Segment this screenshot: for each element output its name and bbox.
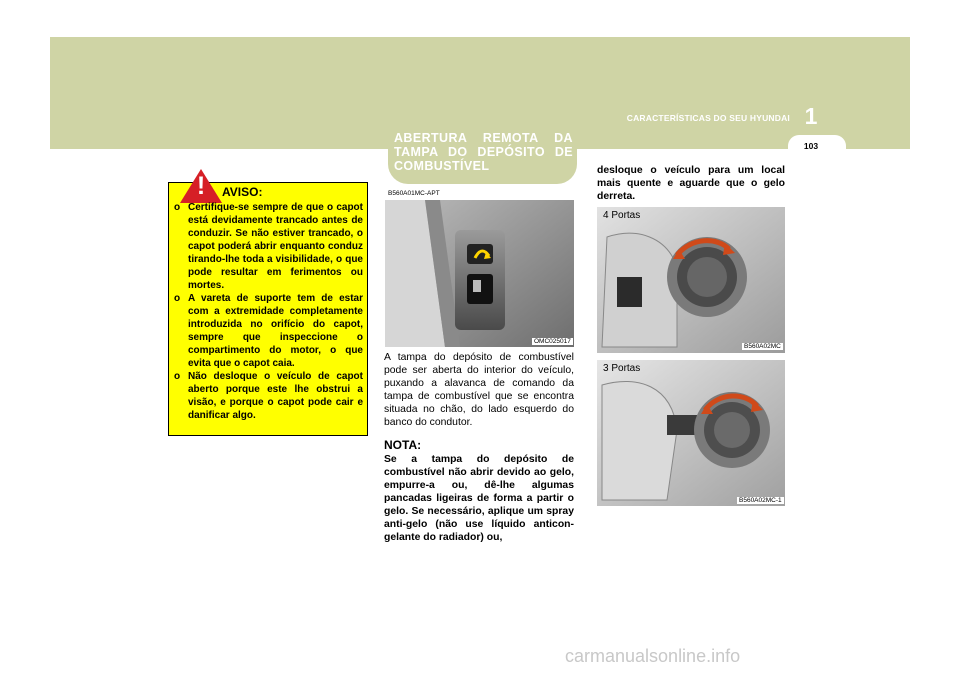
exclamation-icon: !: [196, 172, 206, 200]
three-door-label: 3 Portas: [603, 363, 641, 374]
continued-paragraph: desloque o veículo para um local mais quente e aguarde que o gelo derreta.: [597, 165, 785, 202]
chapter-title: CARACTERÍSTICAS DO SEU HYUNDAI: [626, 113, 790, 123]
three-door-fuel-cap-photo: [597, 360, 785, 506]
fuel-door-lever-photo: [385, 200, 574, 347]
body-paragraph: A tampa do depósito de combustível pode ser aberta do interior do veículo, puxando a alavanca de comando da tampa de combustível que se encontra situada no chão, do lado esquerdo do banco do condutor.: [384, 352, 574, 428]
note-paragraph: Se a tampa do depósito de combustível não abrir devido ao gelo, empurre-a ou, dê-lhe algumas pancadas ligeiras de forma a partir o gelo. Se necessário, aplique um spray anti-gelo (não use líquido anticon-gelante do radiador) ou,: [384, 454, 574, 543]
three-door-code: B560A02MC-1: [739, 497, 782, 504]
watermark: carmanualsonline.info: [565, 646, 741, 666]
page-number: 103: [803, 141, 819, 151]
chapter-number: 1: [804, 103, 818, 129]
section-code: B560A01MC-APT: [388, 190, 440, 197]
warning-item: o Não desloque o veículo de capot aberto porque este lhe obstrui a visão, e porque o capot pode cair e danificar algo.: [174, 371, 363, 421]
warning-title: AVISO:: [222, 185, 263, 199]
warning-item: o Certifique-se sempre de que o capot está devidamente trancado antes de conduzir. Se não estiver trancado, o capot poderá abrir enquanto conduz tirando-lhe toda a visibilidade, o que pode resultar em ferimentos ou mortes.: [174, 202, 363, 291]
section-title: ABERTURA REMOTA DA TAMPA DO DEPÓSITO DE COMBUSTÍVEL: [394, 131, 573, 173]
four-door-fuel-cap-photo: [597, 207, 785, 353]
four-door-label: 4 Portas: [603, 210, 641, 221]
four-door-code: B560A02MC: [744, 343, 781, 350]
warning-item: o A vareta de suporte tem de estar com a extremidade completamente introduzida no orifício do capot, sempre que inspeccione o compartimento do motor, o que evita que o capot caia.: [174, 293, 363, 369]
photo-code: OMC025017: [534, 338, 571, 345]
warning-list: [173, 201, 363, 422]
note-title: NOTA:: [384, 438, 422, 452]
